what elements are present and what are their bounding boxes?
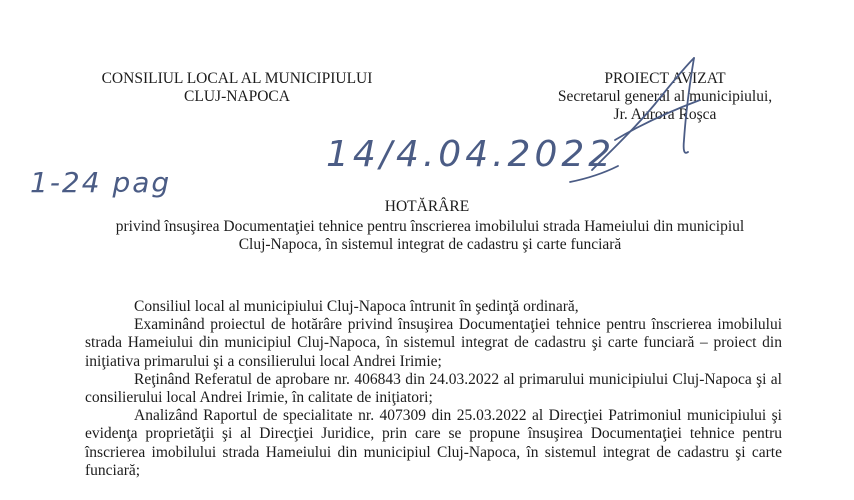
document-title: HOTĂRÂRE xyxy=(384,198,470,215)
paragraph: Examinând proiectul de hotărâre privind însuşirea Documentaţiei tehnice pentru înscrierea imobilului strada Hameiului din municipiul Cluj-Napoca, în sistemul integrat de cadastru şi carte funciară – proiect din iniţiativa primarului şi a consilierului local Andrei Irimie; xyxy=(85,316,782,370)
issuer-header xyxy=(87,70,387,106)
document-subtitle: privind însuşirea Documentaţiei tehnice pentru înscrierea imobilului strada Hameiului din municipiul Cluj-Napoca, în sistemul integrat de cadastru şi carte funciară xyxy=(115,218,745,253)
approval-role: Secretarul general al municipiului, xyxy=(557,88,773,105)
issuer-line-2: CLUJ-NAPOCA xyxy=(184,88,290,105)
issuer-line-1: CONSILIUL LOCAL AL MUNICIPIULUI xyxy=(101,70,373,87)
paragraph: Consiliul local al municipiului Cluj-Napoca întrunit în şedinţă ordinară, xyxy=(134,298,579,315)
handwritten-date: 14/4.04.2022 xyxy=(326,134,616,175)
paragraph: Reţinând Referatul de aprobare nr. 406843 din 24.03.2022 al primarului municipiului Cluj-Napoca şi al consilierului local Andrei Irimie, în calitate de iniţiatori; xyxy=(85,370,782,407)
paragraph: Analizând Raportul de specialitate nr. 407309 din 25.03.2022 al Direcţiei Patrimoniul municipiului şi evidenţa proprietăţii şi al Direcţiei Juridice, prin care se propune însuşirea Documentaţiei tehnice pentru înscrierea imobilului strada Hameiului din municipiul Cluj-Napoca, în sistemul integrat de cadastru şi carte funciară; xyxy=(85,407,782,479)
document-body xyxy=(85,298,782,480)
approval-stamp xyxy=(530,70,800,124)
approval-name: Jr. Aurora Roşca xyxy=(613,106,717,123)
approval-title: PROIECT AVIZAT xyxy=(604,70,726,87)
handwritten-page-count: 1-24 pag xyxy=(30,166,172,199)
